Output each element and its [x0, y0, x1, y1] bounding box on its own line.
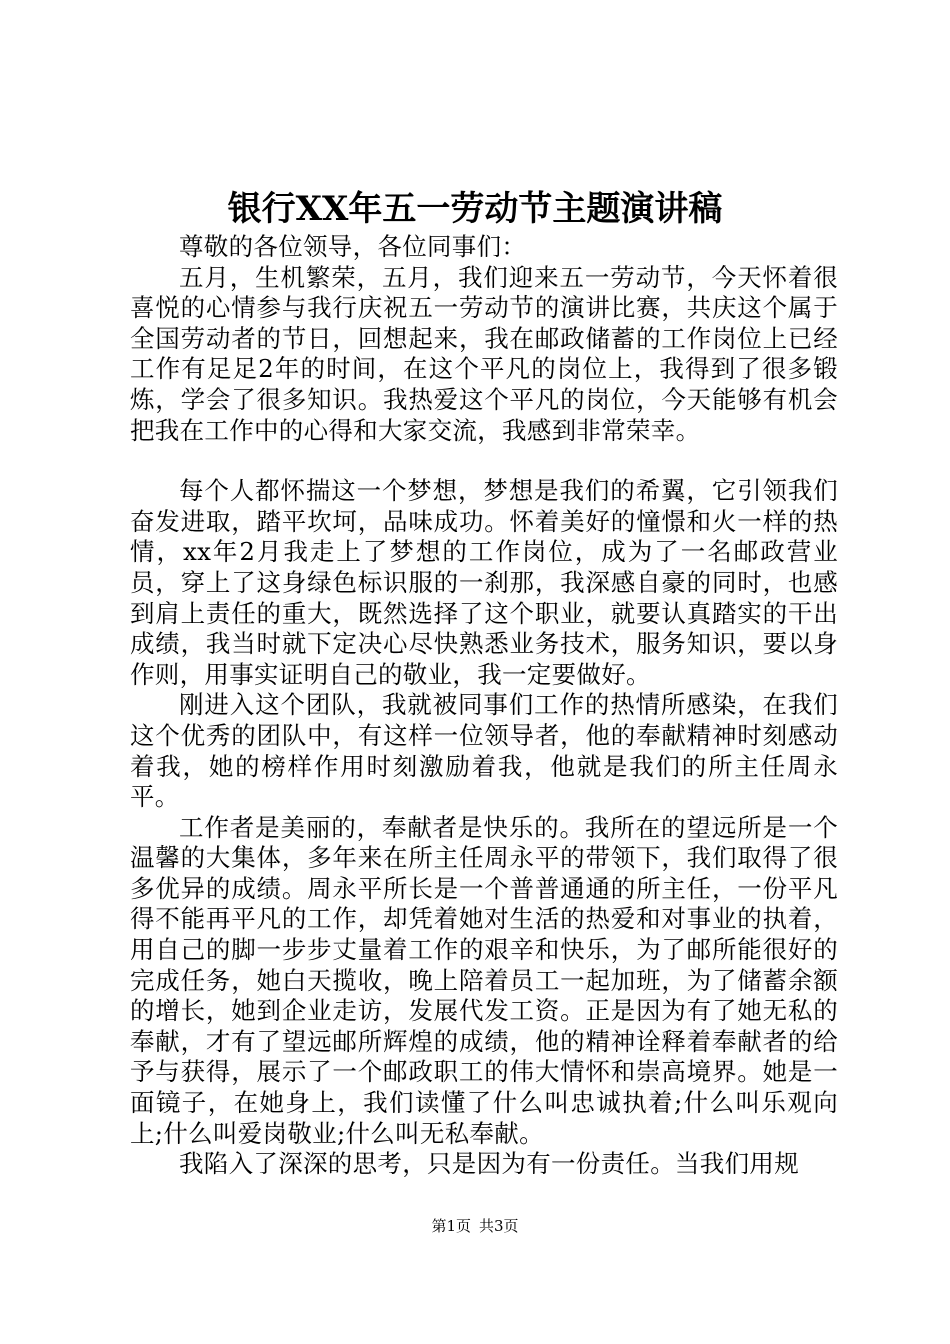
page-number: 第1页: [431, 1217, 471, 1235]
greeting-line: 尊敬的各位领导，各位同事们：: [179, 232, 527, 261]
paragraph-5: 我陷入了深深的思考，只是因为有一份责任。当我们用规: [179, 1149, 799, 1179]
paragraph-1: 五月，生机繁荣，五月，我们迎来五一劳动节，今天怀着很喜悦的心情参与我行庆祝五一劳动节的演讲比赛，共庆这个属于全国劳动者的节日，回想起来，我在邮政储蓄的工作岗位上已经工作有足足2年的时间，在这个平凡的岗位上，我得到了很多锻炼，学会了很多知识。我热爱这个平凡的岗位，今天能够有机会把我在工作中的心得和大家交流，我感到非常荣幸。: [130, 262, 838, 445]
paragraph-2: 每个人都怀揣这一个梦想，梦想是我们的希翼，它引领我们奋发进取，踏平坎坷，品味成功。怀着美好的憧憬和火一样的热情，xx年2月我走上了梦想的工作岗位，成为了一名邮政营业员，穿上了这身绿色标识服的一刹那，我深感自豪的同时，也感到肩上责任的重大，既然选择了这个职业，就要认真踏实的干出成绩，我当时就下定决心尽快熟悉业务技术，服务知识，要以身作则，用事实证明自己的敬业，我一定要做好。: [130, 476, 838, 689]
paragraph-4: 工作者是美丽的，奉献者是快乐的。我所在的望远所是一个温馨的大集体，多年来在所主任周永平的带领下，我们取得了很多优异的成绩。周永平所长是一个普普通通的所主任，一份平凡得不能再平凡的工作，却凭着她对生活的热爱和对事业的执着，用自己的脚一步步丈量着工作的艰辛和快乐，为了邮所能很好的完成任务，她白天揽收，晚上陪着员工一起加班，为了储蓄余额的增长，她到企业走访，发展代发工资。正是因为有了她无私的奉献，才有了望远邮所辉煌的成绩，他的精神诠释着奉献者的给予与获得，展示了一个邮政职工的伟大情怀和崇高境界。她是一面镜子，在她身上，我们读懂了什么叫忠诚执着;什么叫乐观向上;什么叫爱岗敬业;什么叫无私奉献。: [130, 812, 838, 1148]
document-body: [130, 232, 838, 1180]
page-footer: [0, 1216, 950, 1236]
page-total: 共3页: [479, 1217, 519, 1235]
document-title: 银行XX年五一劳动节主题演讲稿: [227, 189, 723, 229]
paragraph-3: 刚进入这个团队，我就被同事们工作的热情所感染，在我们这个优秀的团队中，有这样一位领导者，他的奉献精神时刻感动着我，她的榜样作用时刻激励着我，他就是我们的所主任周永平。: [130, 690, 838, 812]
